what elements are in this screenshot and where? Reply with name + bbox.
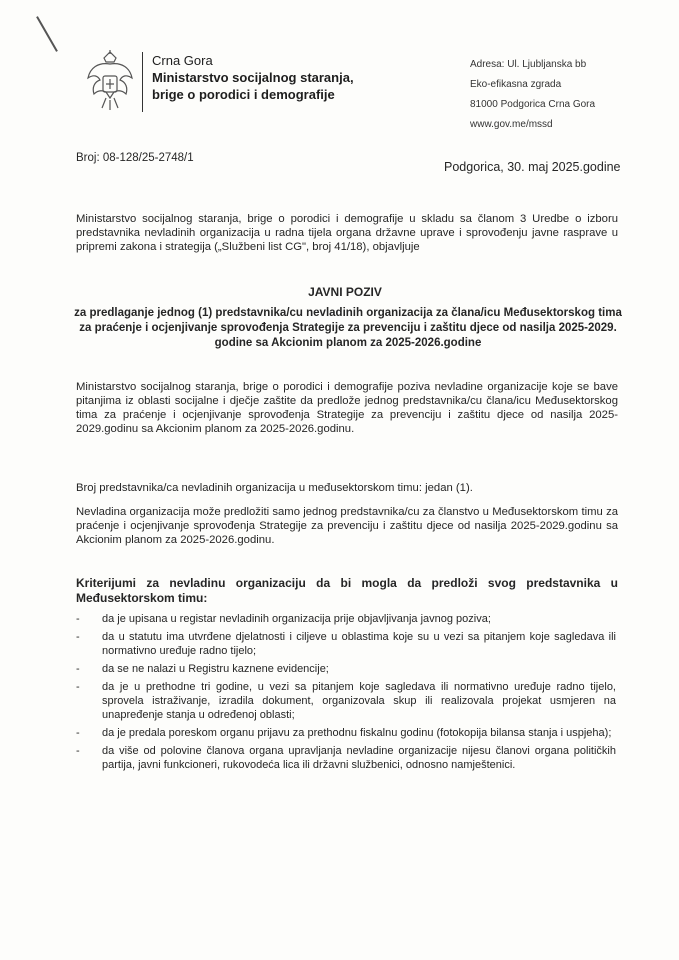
header-divider bbox=[142, 52, 143, 112]
address-line: 81000 Podgorica Crna Gora bbox=[470, 99, 596, 110]
document-number: Broj: 08-128/25-2748/1 bbox=[76, 152, 194, 164]
scan-mark bbox=[36, 16, 58, 52]
list-item: - da je upisana u registar nevladinih organizacija prije objavljivanja javnog poziva; bbox=[76, 612, 616, 626]
list-item: - da više od polovine članova organa upravljanja nevladine organizacije nijesu članovi organa političkih partija, javni funkcioneri, rukovodeća lica ili državni službenici, odnosno namještenici. bbox=[76, 744, 616, 772]
document-subtitle: za predlaganje jednog (1) predstavnika/cu nevladinih organizacija za člana/icu Međusektorskog tima za praćenje i ocjenjivanje sprovođenja Strategije za prevenciju i zaštitu djece od nasilja 2025-2029. godine sa Akcionim planom za 2025-2026.godine bbox=[74, 307, 622, 349]
document-title: JAVNI POZIV bbox=[308, 285, 382, 299]
list-item: - da se ne nalazi u Registru kaznene evidencije; bbox=[76, 662, 616, 676]
list-item: - da je u prethodne tri godine, u vezi sa pitanjem koje sagledava ili normativno uređuje radno tijelo, sprovela istraživanje, izradila dokument, organizovala skup ili realizovala projekat usmjeren na unapređenje stanja u određenoj oblasti; bbox=[76, 680, 616, 722]
website: www.gov.me/mssd bbox=[470, 119, 553, 130]
address-block bbox=[470, 55, 595, 135]
country-name: Crna Gora bbox=[152, 53, 213, 68]
address-line: Adresa: Ul. Ljubljanska bb bbox=[470, 59, 587, 70]
ministry-name-line1: Ministarstvo socijalnog staranja, bbox=[152, 70, 354, 85]
criteria-heading: Kriterijumi za nevladinu organizaciju da bi mogla da predloži svog predstavnika u Međusektorskom timu: bbox=[76, 576, 618, 605]
address-line: Eko-efikasna zgrada bbox=[470, 79, 562, 90]
list-item: - da je predala poreskom organu prijavu za prethodnu fiskalnu godinu (fotokopija bilansa stanja i uspjeha); bbox=[76, 726, 616, 740]
intro-paragraph: Ministarstvo socijalnog staranja, brige o porodici i demografije u skladu sa članom 3 Uredbe o izboru predstavnika nevladinih organizacija u radna tijela organa državne uprave i sprovođenju javne rasprave u pripremi zakona i strategija („Službeni list CG", broj 41/18), objavljuje bbox=[76, 213, 618, 253]
list-item: - da u statutu ima utvrđene djelatnosti i ciljeve u oblastima koje su u vezi sa pitanjem koje sagledava ili normativno uređuje radno tijelo; bbox=[76, 630, 616, 658]
paragraph-3: Nevladina organizacija može predložiti samo jednog predstavnika/cu za članstvo u Međusektorskom timu za praćenje i ocjenjivanje sprovođenja Strategije za prevenciju i zaštitu djece od nasilja 2025-2029.godinu sa Akcionim planom za 2025-2026.godinu. bbox=[76, 506, 618, 546]
ministry-header bbox=[152, 52, 354, 103]
place-date: Podgorica, 30. maj 2025.godine bbox=[444, 160, 621, 174]
paragraph-1: Ministarstvo socijalnog staranja, brige o porodici i demografije poziva nevladine organizacije koje se bave pitanjima iz oblasti socijalne i dječje zaštite da predlože jednog predstavnika/cu člana/icu Međusektorskog tima za praćenje i ocjenjivanje sprovođenja Strategije za prevenciju i zaštitu djece od nasilja 2025-2029.godinu sa Akcionim planom za 2025-2026.godinu. bbox=[76, 381, 618, 435]
paragraph-2: Broj predstavnika/ca nevladinih organizacija u međusektorskom timu: jedan (1). bbox=[76, 482, 473, 494]
criteria-list bbox=[76, 612, 616, 776]
ministry-name-line2: brige o porodici i demografije bbox=[152, 87, 335, 102]
coat-of-arms-icon bbox=[84, 50, 136, 112]
